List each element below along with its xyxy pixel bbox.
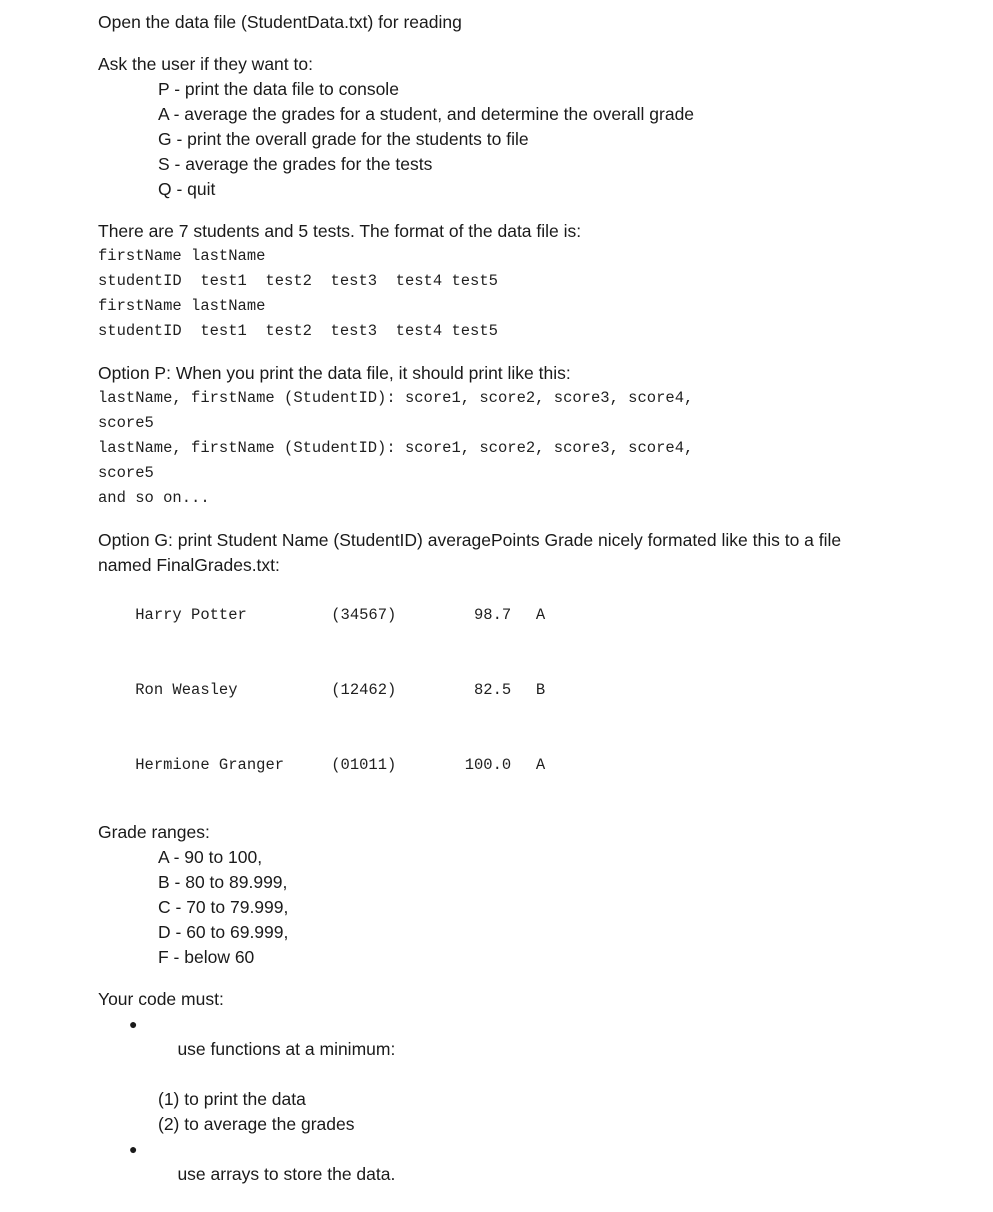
- option-p-line: and so on...: [98, 489, 210, 507]
- option-g-heading: Option G: print Student Name (StudentID) averagePoints Grade nicely formated like this to a file: [98, 530, 842, 550]
- format-line: firstName lastName: [98, 247, 266, 265]
- menu-prompt: Ask the user if they want to:: [98, 54, 313, 74]
- requirement-item: [98, 1012, 978, 1087]
- format-heading: There are 7 students and 5 tests. The format of the data file is:: [98, 221, 582, 241]
- student-id: (12462): [331, 681, 397, 699]
- format-line: studentID test1 test2 test3 test4 test5: [98, 322, 498, 340]
- format-line: firstName lastName: [98, 297, 266, 315]
- student-id: (01011): [331, 756, 397, 774]
- bullet-icon: ●: [129, 1141, 138, 1157]
- student-grade: A: [535, 606, 546, 624]
- student-average: 98.7: [474, 606, 512, 624]
- option-p-line: lastName, firstName (StudentID): score1, score2, score3, score4,: [98, 439, 694, 457]
- grade-ranges-heading: Grade ranges:: [98, 822, 210, 842]
- student-name: Hermione Granger: [135, 756, 285, 774]
- requirement-sub-item: (2) to average the grades: [158, 1114, 355, 1134]
- grade-row: [98, 728, 978, 803]
- menu-option-g: G - print the overall grade for the students to file: [158, 129, 529, 149]
- grade-row: [98, 653, 978, 728]
- menu-option-p: P - print the data file to console: [158, 79, 399, 99]
- student-average: 100.0: [464, 756, 512, 774]
- option-p-line: score5: [98, 464, 154, 482]
- grade-range-f: F - below 60: [158, 947, 255, 967]
- requirement-sub-item: (1) to print the data: [158, 1089, 306, 1109]
- student-grade: B: [535, 681, 546, 699]
- student-id: (34567): [331, 606, 397, 624]
- grade-range-b: B - 80 to 89.999,: [158, 872, 288, 892]
- requirement-item: [98, 1137, 978, 1212]
- grade-range-c: C - 70 to 79.999,: [158, 897, 289, 917]
- menu-option-s: S - average the grades for the tests: [158, 154, 433, 174]
- bullet-icon: ●: [129, 1016, 138, 1032]
- requirements-heading: Your code must:: [98, 989, 224, 1009]
- intro-line: Open the data file (StudentData.txt) for reading: [98, 12, 462, 32]
- student-grade: A: [535, 756, 546, 774]
- requirement-text: use functions at a minimum:: [177, 1039, 396, 1059]
- document-body: [98, 10, 978, 1212]
- grade-range-a: A - 90 to 100,: [158, 847, 263, 867]
- option-g-heading-cont: named FinalGrades.txt:: [98, 555, 280, 575]
- option-p-heading: Option P: When you print the data file, it should print like this:: [98, 363, 571, 383]
- format-line: studentID test1 test2 test3 test4 test5: [98, 272, 498, 290]
- student-name: Ron Weasley: [135, 681, 238, 699]
- student-name: Harry Potter: [135, 606, 247, 624]
- menu-option-a: A - average the grades for a student, and determine the overall grade: [158, 104, 695, 124]
- option-p-line: score5: [98, 414, 154, 432]
- menu-option-q: Q - quit: [158, 179, 216, 199]
- grade-range-d: D - 60 to 69.999,: [158, 922, 289, 942]
- grade-row: [98, 578, 978, 653]
- student-average: 82.5: [474, 681, 512, 699]
- requirement-text: use arrays to store the data.: [177, 1164, 396, 1184]
- option-p-line: lastName, firstName (StudentID): score1, score2, score3, score4,: [98, 389, 694, 407]
